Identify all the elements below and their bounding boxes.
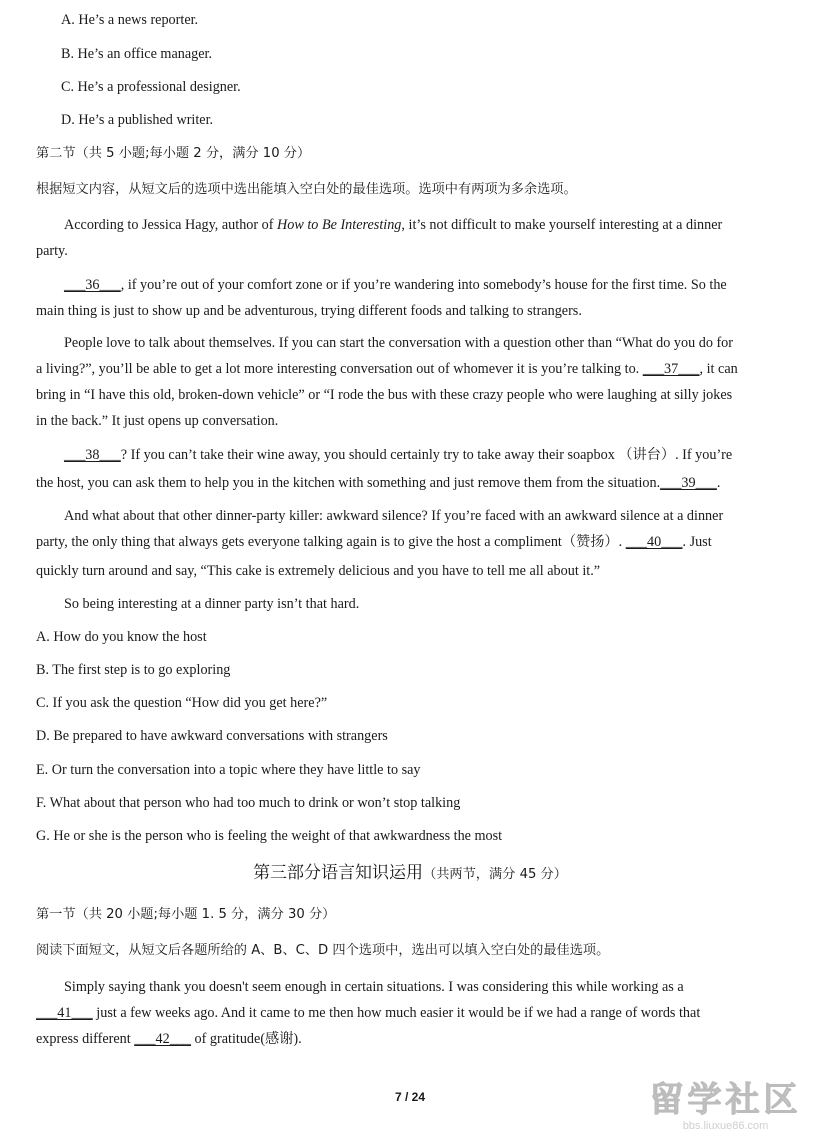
- option-a: A. How do you know the host: [36, 629, 207, 645]
- blank-38: ___38___: [64, 447, 121, 463]
- page-number: 7 / 24: [394, 1090, 426, 1104]
- passage-p5-line3: quickly turn around and say, “This cake is extremely delicious and you have to tell me all about it.”: [36, 563, 601, 579]
- option-b-prev: B. He’s an office manager.: [61, 46, 213, 62]
- blank-36: ___36___: [64, 277, 121, 293]
- option-f: F. What about that person who had too much to drink or won’t stop talking: [36, 795, 461, 811]
- section2-instruction: 根据短文内容，从短文后的选项中选出能填入空白处的最佳选项。选项中有两项为多余选项。: [36, 182, 577, 197]
- book-title: How to Be Interesting: [277, 217, 402, 233]
- passage-p2-line1: ___36___, if you’re out of your comfort zone or if you’re wandering into somebody’s house for the first time. So the: [64, 277, 727, 293]
- cloze-line3: express different ___42___ of gratitude(感谢).: [36, 1031, 302, 1047]
- option-a-prev: A. He’s a news reporter.: [61, 12, 199, 28]
- passage-p3-line2: a living?”, you’ll be able to get a lot more interesting conversation out of whomever it is you’re talking to. ___37___, it can: [36, 361, 738, 377]
- passage-p3-line3: bring in “I have this old, broken-down vehicle” or “I rode the bus with these crazy people who were laughing at silly jokes: [36, 387, 733, 403]
- passage-p4-line2: the host, you can ask them to help you in the kitchen with something and just remove them from the situation.___39___.: [36, 475, 721, 491]
- blank-41: ___41___: [36, 1005, 93, 1021]
- passage-p4-line1: ___38___? If you can’t take their wine away, you should certainly try to take away their soapbox （讲台）. If you’re: [64, 447, 733, 463]
- option-e: E. Or turn the conversation into a topic where they have little to say: [36, 762, 421, 778]
- site-watermark: [643, 1080, 808, 1138]
- passage-p3-line1: People love to talk about themselves. If you can start the conversation with a question other than “What do you do for: [64, 335, 734, 351]
- passage-p1-line1: According to Jessica Hagy, author of How to Be Interesting, it’s not difficult to make yourself interesting at a dinner: [64, 217, 723, 233]
- watermark-logo: 留学社区: [649, 1080, 802, 1120]
- option-d-prev: D. He’s a published writer.: [61, 112, 214, 128]
- passage-p1-line2: party.: [36, 243, 68, 259]
- passage-p2-line2: main thing is just to show up and be adventurous, trying different foods and talking to strangers.: [36, 303, 582, 319]
- cloze-line1: Simply saying thank you doesn't seem enough in certain situations. I was considering this while working as a: [64, 979, 684, 995]
- option-b: B. The first step is to go exploring: [36, 662, 231, 678]
- passage-p5-line1: And what about that other dinner-party killer: awkward silence? If you’re faced with an awkward silence at a dinner: [64, 508, 724, 524]
- watermark-url: bbs.liuxue86.com: [682, 1120, 769, 1132]
- blank-42: ___42___: [134, 1031, 191, 1047]
- part3-section1-heading: 第一节（共 20 小题;每小题 1. 5 分，满分 30 分）: [36, 907, 336, 922]
- part3-title: 第三部分语言知识运用（共两节，满分 45 分）: [253, 863, 567, 883]
- cloze-line2: ___41___ just a few weeks ago. And it came to me then how much easier it would be if we had a range of words that: [36, 1005, 701, 1021]
- passage-p3-line4: in the back.” It just opens up conversation.: [36, 413, 279, 429]
- blank-39: ___39___: [660, 475, 717, 491]
- blank-37: ___37___: [642, 361, 700, 377]
- option-d: D. Be prepared to have awkward conversations with strangers: [36, 728, 388, 744]
- passage-p5-line2: party, the only thing that always gets everyone talking again is to give the host a compliment（赞扬）. ___40___. Just: [36, 534, 712, 550]
- part3-section1-instruction: 阅读下面短文，从短文后各题所给的 A、B、C、D 四个选项中，选出可以填入空白处的最佳选项。: [36, 943, 610, 958]
- option-c: C. If you ask the question “How did you get here?”: [36, 695, 328, 711]
- passage-p6: So being interesting at a dinner party isn’t that hard.: [64, 596, 360, 612]
- option-g: G. He or she is the person who is feeling the weight of that awkwardness the most: [36, 828, 503, 844]
- option-c-prev: C. He’s a professional designer.: [61, 79, 241, 95]
- section2-heading: 第二节（共 5 小题;每小题 2 分，满分 10 分）: [36, 146, 311, 161]
- blank-40: ___40___: [625, 534, 683, 550]
